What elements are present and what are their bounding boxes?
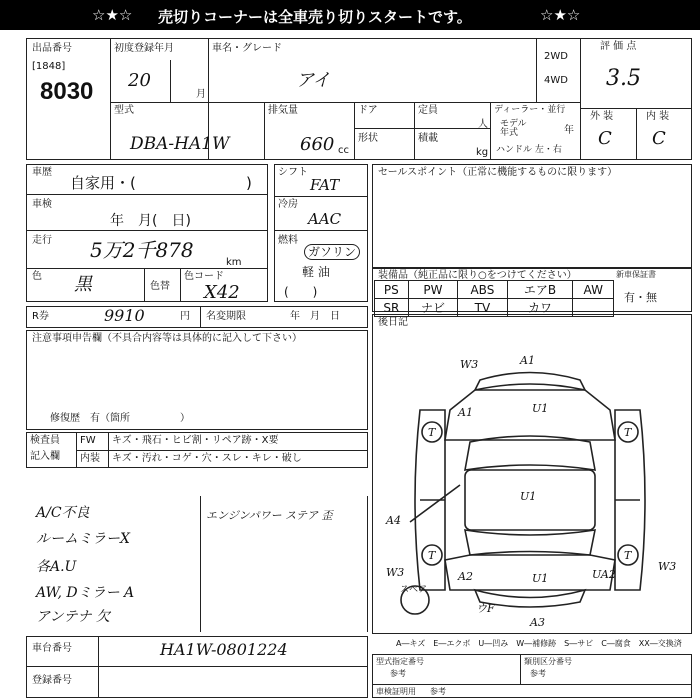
recycle-value: 9910 xyxy=(104,306,145,325)
drive-4wd: 4WD xyxy=(544,75,568,86)
back-note-label: 後日記 xyxy=(378,317,408,328)
sales-label: セールスポイント（正常に機能するものに限ります） xyxy=(378,167,618,178)
mileage-unit: km xyxy=(226,257,242,268)
month-label: 月 xyxy=(196,89,206,100)
load-unit: kg xyxy=(476,147,489,158)
equip-leather: カワ xyxy=(507,299,573,317)
load-label: 積載 xyxy=(418,133,438,144)
mark-t-fl: T xyxy=(428,426,436,439)
rear-window-shape xyxy=(465,530,595,555)
registration-label: 初度登録年月 xyxy=(114,43,174,54)
equip-aw: AW xyxy=(573,281,614,299)
color-code: X42 xyxy=(204,282,240,303)
ac-value: AAC xyxy=(308,210,342,228)
mark-u1-trunk: U1 xyxy=(532,572,549,585)
note-3: 各A.U xyxy=(36,559,77,575)
color-change-label: 色替 xyxy=(150,281,170,292)
equip-sr: SR xyxy=(375,299,409,317)
mark-t-fr: T xyxy=(624,426,632,439)
fuel-diesel: 軽 油 xyxy=(302,265,330,279)
repair-history: 修復歴 有（箇所 ） xyxy=(50,413,190,424)
color-label: 色 xyxy=(32,271,42,282)
note-4: AW, Dミラー A xyxy=(36,585,135,601)
fuel-label: 燃料 xyxy=(278,235,298,246)
ac-label: 冷房 xyxy=(278,199,298,210)
car-name: アイ xyxy=(296,70,331,91)
sales-point-panel xyxy=(372,164,692,268)
chassis-label: 車台番号 xyxy=(32,643,72,654)
ref-2: 参考 xyxy=(530,669,546,678)
windshield-shape xyxy=(465,436,595,470)
deadline-value: 年 月 日 xyxy=(290,311,340,322)
cert-label: 車検証明用 xyxy=(376,687,416,696)
mark-a4: A4 xyxy=(386,514,401,527)
mark-w3-right: W3 xyxy=(658,560,677,573)
lot-label: 出品番号 xyxy=(32,43,72,54)
engine-note: エンジンパワー ステア 歪 xyxy=(206,509,333,522)
shape-label: 形状 xyxy=(358,133,378,144)
interior-grade: C xyxy=(652,128,666,149)
equip-ps: PS xyxy=(375,281,409,299)
mark-uf: ウF xyxy=(476,602,495,615)
lot-number: 8030 xyxy=(40,78,94,105)
registration-year: 20 xyxy=(128,70,151,91)
mileage-value: 5万2千878 xyxy=(90,238,194,262)
equip-airbag: エアB xyxy=(507,281,573,299)
recycle-unit: 円 xyxy=(180,311,190,322)
reg-no-label: 登録番号 xyxy=(32,675,72,686)
interior-label: 内 装 xyxy=(646,111,670,122)
color-value: 黒 xyxy=(74,274,92,295)
history-value: 自家用・( xyxy=(70,174,136,192)
capacity-label: 定員 xyxy=(418,105,438,116)
mark-u1-hood: U1 xyxy=(532,402,549,415)
interior-label: 内装 xyxy=(80,453,100,464)
model-year-label: モデル 年式 xyxy=(500,119,527,138)
displacement-label: 排気量 xyxy=(268,105,298,116)
note-2: ルームミラーX xyxy=(36,531,130,547)
mark-a1-left: A1 xyxy=(458,406,473,419)
displacement-unit: cc xyxy=(338,145,349,156)
mileage-label: 走行 xyxy=(32,235,52,246)
chassis-value: HA1W-0801224 xyxy=(160,640,288,659)
notes-label: 注意事項申告欄（不具合内容等は具体的に記入して下さい） xyxy=(32,333,302,344)
history-close: ) xyxy=(246,174,252,192)
equipment-label: 装備品（純正品に限り○をつけてください） xyxy=(378,270,577,281)
capacity-unit: 人 xyxy=(478,119,488,130)
lot-code: [1848] xyxy=(32,61,66,72)
equip-pw: PW xyxy=(408,281,458,299)
model-label: 型式 xyxy=(114,105,134,116)
spare-label: スペア xyxy=(400,585,428,595)
mark-a2: A2 xyxy=(458,570,473,583)
mark-t-rr: T xyxy=(624,549,632,562)
mark-w3-rear: W3 xyxy=(386,566,405,579)
car-label: 車名・グレード xyxy=(212,43,282,54)
exterior-label: 外 装 xyxy=(590,111,614,122)
inspection-text: 年 月( 日) xyxy=(110,213,191,229)
fw-text: キズ・飛石・ヒビ割・リペア跡・X要 xyxy=(112,435,279,446)
banner-text: 売切りコーナーは全車売り切りスタートです。 xyxy=(158,8,472,26)
recycle-label: R券 xyxy=(32,311,49,322)
year-unit: 年 xyxy=(564,125,574,136)
mark-t-rl: T xyxy=(428,549,436,562)
interior-text: キズ・汚れ・コゲ・穴・スレ・キレ・破し xyxy=(112,453,302,464)
ref-1: 参考 xyxy=(390,669,406,678)
mark-w3-front: W3 xyxy=(460,358,479,371)
handle-label: ハンドル 左・右 xyxy=(496,145,562,155)
displacement-value: 660 xyxy=(300,134,335,155)
new-car-label: 新車保証書 xyxy=(616,270,656,279)
category-label: 類別区分番号 xyxy=(524,657,572,666)
stars-left: ☆★☆ xyxy=(92,6,133,24)
history-label: 車歴 xyxy=(32,167,52,178)
drive-2wd: 2WD xyxy=(544,51,568,62)
mark-a3: A3 xyxy=(530,616,545,629)
grade-score: 3.5 xyxy=(606,66,641,91)
fuel-paren: ( ) xyxy=(284,285,318,299)
dealer-label: ディーラー・並行 xyxy=(494,105,566,115)
fw-label: FW xyxy=(80,435,96,446)
shift-value: FAT xyxy=(310,176,340,194)
fuel-petrol: ガソリン xyxy=(304,244,360,260)
inspection-label: 車検 xyxy=(32,199,52,210)
new-car-value: 有・無 xyxy=(624,291,657,304)
car-damage-diagram xyxy=(380,350,680,630)
ref-3: 参考 xyxy=(430,687,446,696)
doors-label: ドア xyxy=(358,105,378,116)
type-label: 型式指定番号 xyxy=(376,657,424,666)
deadline-label: 名変期限 xyxy=(206,311,246,322)
equip-navi: ナビ xyxy=(408,299,458,317)
front-bumper-shape xyxy=(475,373,585,391)
note-1: A/C不良 xyxy=(36,505,90,521)
mark-ua2: UA2 xyxy=(592,568,616,581)
equipment-table xyxy=(374,280,614,317)
inspector-label-1: 検査員 xyxy=(30,435,60,446)
equip-abs: ABS xyxy=(458,281,507,299)
equip-tv: TV xyxy=(458,299,507,317)
stars-right: ☆★☆ xyxy=(540,6,581,24)
grade-label: 評 価 点 xyxy=(600,41,637,52)
header-banner xyxy=(0,0,700,30)
damage-legend: A―キズ E―エクボ U―凹み W―補修跡 S―サビ C―腐食 XX―交換済 xyxy=(396,639,682,648)
note-5: アンテナ 欠 xyxy=(36,609,110,625)
mark-u1-roof: U1 xyxy=(520,490,537,503)
model-value: DBA-HA1W xyxy=(130,134,230,154)
shift-label: シフト xyxy=(278,167,308,178)
mark-a1-front: A1 xyxy=(520,354,535,367)
color-code-label: 色コード xyxy=(184,271,224,282)
exterior-grade: C xyxy=(598,128,612,149)
inspector-label-2: 記入欄 xyxy=(30,451,60,462)
